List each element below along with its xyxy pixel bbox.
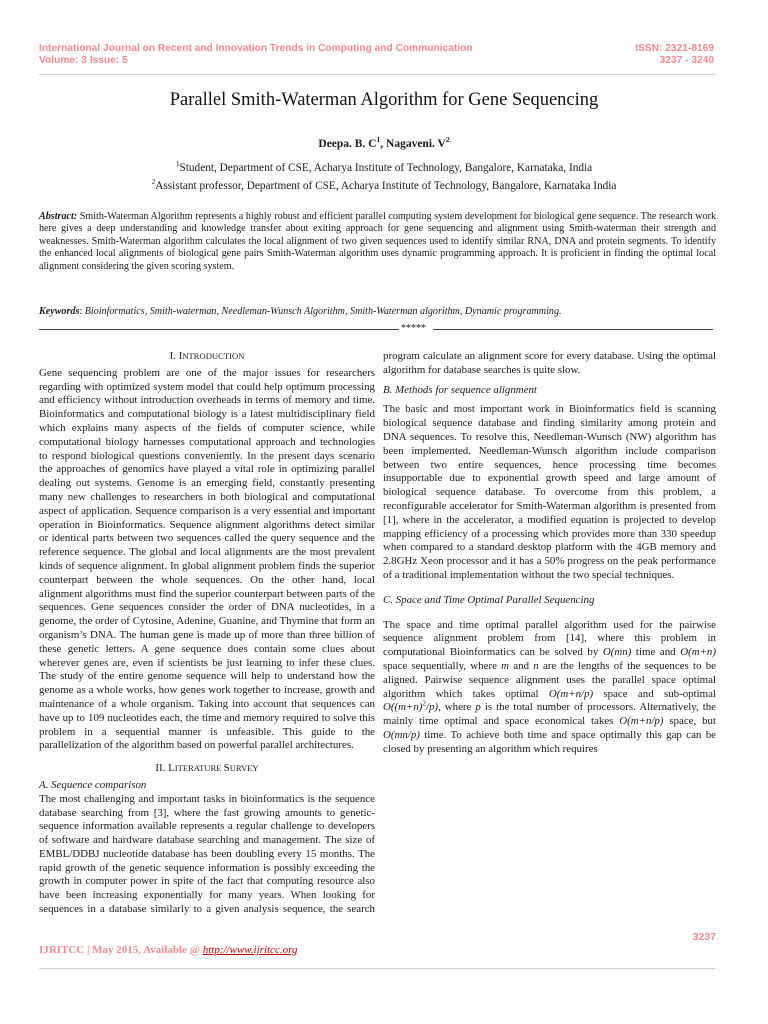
math-expression: O(mn): [602, 646, 632, 659]
abstract-text: Smith-Waterman Algorithm represents a highly robust and efficient parallel computing system development for biological gene sequence. The research work here gives a deep understanding and knowledge transfer about exiting approach for gene sequencing and alignment using Smith-waterman their strength and weaknesses. Smith-Waterman algorithm calculates the local alignment of two given sequences used to identify similar RNA, DNA and protein segments. To identify the enhanced local alignments of biological gene pairs Smith-Waterman algorithm uses dynamic programming approach. It is proficient in finding the optimal local alignment considering the given scoring system.: [39, 211, 716, 272]
journal-name: International Journal on Recent and Innovation Trends in Computing and Communication: [39, 43, 473, 54]
heading-initial: I: [178, 350, 183, 362]
page-number: 3237: [692, 931, 716, 943]
math-expression: O(m+n/p): [619, 715, 664, 728]
heading-initial: L: [168, 762, 175, 775]
heading-rest: ITERATURE: [174, 763, 224, 774]
subsection-heading-c: C. Space and Time Optimal Parallel Sequencing: [383, 593, 595, 606]
author-2-sup: 2: [445, 135, 450, 145]
author-separator: ,: [380, 138, 387, 150]
affiliation-2-sup: 2: [151, 177, 156, 187]
math-expression: O(m+n/p): [548, 687, 594, 700]
issn: ISSN: 2321-8169: [635, 43, 714, 54]
section-number: I.: [169, 350, 176, 362]
text-run: space and sub-optimal: [593, 687, 716, 700]
footer-text: IJRITCC | May 2015, Available @: [39, 944, 203, 956]
text-run: are the lengths of the sequences to be aligned. Pairwise sequence alignment uses the parallel space optimal algorithm which takes optimal: [383, 659, 716, 700]
keywords-text: Bioinformatics, Smith-waterman, Needleman-Wunsch Algorithm, Smith-Waterman algorithm, Dynamic programming.: [84, 306, 562, 317]
text-run: is the total number of processors. Alternatively, the mainly time optimal and space economical takes: [383, 701, 717, 728]
author-1-sup: 1: [376, 135, 381, 145]
subsection-heading-a: A. Sequence comparison: [39, 778, 147, 791]
volume-issue: Volume: 3 Issue: 5: [39, 55, 128, 66]
separator-rule-left: [39, 329, 399, 330]
keywords: [39, 306, 716, 318]
running-header-left: [39, 43, 473, 67]
section-heading-introduction: [39, 350, 375, 364]
keywords-separator: [39, 323, 716, 335]
affiliation-1-text: Student, Department of CSE, Acharya Institute of Technology, Bangalore, Karnataka, India: [179, 162, 593, 174]
heading-rest: NTRODUCTION: [182, 351, 245, 361]
sequence-comparison-paragraph: The most challenging and important tasks in bioinformatics is the sequence database searching from [3], where the fast growing amounts to genetic-sequence information available represents a regular challenge to developers of software and hardware database searching and management. The size of EMBL/DDBJ nucleotide database has been doubling every 15 months. The rapid growth of the genetic sequence information is possibly exceeding the growth in computer power in spite of the fact that computing resource also have been increasing exponentially for many years. When looking for sequences in a database similarly to a given analysis sequence, the search: [39, 792, 375, 916]
subsection-heading-b: B. Methods for sequence alignment: [383, 383, 537, 396]
text-run: , where: [438, 701, 476, 714]
text-run: and: [509, 659, 534, 672]
running-header-right: [635, 43, 714, 67]
abstract: [39, 211, 716, 273]
parallel-sequencing-paragraph: [383, 619, 716, 757]
left-column: [39, 350, 375, 917]
page-range: 3237 - 3240: [659, 55, 714, 66]
right-column: [383, 350, 716, 757]
math-expression: O(mn/p): [383, 728, 420, 741]
math-expression: /p): [425, 701, 439, 714]
sequence-alignment-methods-paragraph: The basic and most important work in Bioinformatics field is scanning biological sequence database and finding similarity among protein and DNA sequences. To resolve this, Needleman-Wunsch (NW) algorithm has been implemented. Needleman-Wunsch algorithm include comparison between two entire sequences, hence processing time becomes insupportable due to exponential growth speed and large amount of biological sequence database. To overcome from this problem, a reconfigurable accelerator for Smith-Waterman algorithm is presented from [1], where in the accelerator, a modified equation is projected to develop mapping efficiency of a processing which provides more than 330 speedup when compared to a standard desktop platform with the 4GB memory and 2.8GHz Xeon processor and it has a 50% progress on the peak performance of a traditional implementation without the two special techniques.: [383, 403, 716, 581]
math-variable: n: [533, 659, 539, 672]
keywords-colon: :: [79, 306, 85, 317]
text-run: The space and time optimal parallel algorithm used for the pairwise sequence alignment problem from [14], where this problem in computational Bioinformatics can be solved by: [383, 618, 716, 659]
affiliation-1-sup: 1: [175, 159, 180, 169]
footer-divider: [39, 968, 715, 969]
abstract-label: Abstract:: [39, 211, 78, 222]
affiliation-2: [0, 177, 768, 192]
text-run: space sequentially, where: [383, 659, 502, 672]
math-exponent: 2: [422, 699, 426, 708]
math-variable: m: [501, 659, 510, 672]
text-run: space, but: [663, 715, 716, 728]
journal-link[interactable]: http://www.ijritcc.org: [202, 944, 298, 956]
heading-rest-2: URVEY: [229, 763, 259, 774]
author-2: Nagaveni. V: [386, 138, 446, 150]
affiliation-1: [0, 159, 768, 174]
header-divider: [39, 74, 715, 75]
text-run: time and: [631, 646, 681, 659]
section-number: II.: [155, 762, 166, 775]
keywords-label: Keywords: [39, 306, 80, 317]
text-run: time. To achieve both time and space optimally this gap can be closed by presenting an algorithm which requires: [383, 728, 716, 755]
sequence-comparison-continued: program calculate an alignment score for every database. Using the optimal algorithm for database searches is quite slow.: [383, 350, 716, 376]
math-expression: O((m+n): [383, 701, 423, 714]
paper-title: Parallel Smith-Waterman Algorithm for Gene Sequencing: [169, 90, 599, 110]
author-1: Deepa. B. C: [318, 138, 377, 150]
author-line: [0, 135, 768, 150]
separator-rule-right: [433, 329, 713, 330]
math-expression: O(m+n): [680, 646, 716, 659]
heading-initial-2: S: [223, 762, 230, 775]
section-heading-literature-survey: [39, 762, 375, 776]
math-variable: p: [475, 701, 481, 714]
separator-stars: *****: [401, 323, 426, 334]
affiliation-2-text: Assistant professor, Department of CSE, Acharya Institute of Technology, Bangalore, Karnataka India: [155, 180, 617, 192]
introduction-paragraph: Gene sequencing problem are one of the major issues for researchers regarding with optimized system model that could help optimum processing and efficiency without introduction overheads in terms of memory and time. Bioinformatics and computational biology is a latest multidisciplinary field which explains many aspects of the fields of computer science, while computational biology harnesses computational approach and technologies to respond biological questions conveniently. In the present days scenario the approaches of genomics have played a vital role in optimizing parallel dealing out systems. Genome is an emerging field, constantly presenting many new challenges to researchers in both biological and computational aspect of application. Sequence comparison is a very essential and important operation in Bioinformatics. Sequence alignment algorithms detect similar or identical parts between two sequences called the query sequence and the reference sequence. The global and local alignments are the most prevalent kinds of sequence alignment. In global alignment problem finds the superior counterpart between the whole sequences. On the other hand, local alignment algorithms must find the superior counterpart between parts of the sequences. Gene sequences consider the order of DNA nucleotides, in a genome, the order of Cytosine, Adenine, Guanine, and Thymine that form an organism’s DNA. The human gene is made up of more than three billion of these genetic letters. A gene sequence does contain some clues about wherever genes are, even if scientists be just learning to infer these clues. The study of the entire genome sequence will help to understand how the genome as a whole works, how genes work together to increase, growth and maintenance of a whole organism. Taking into account that sequences can have up to 109 nucleotides each, the time and memory required to solve this problem in a sequential manner is unfeasible. This guide to the parallelization of the algorithm based on powerful parallel architectures.: [39, 366, 375, 752]
footer-citation: [39, 944, 297, 956]
